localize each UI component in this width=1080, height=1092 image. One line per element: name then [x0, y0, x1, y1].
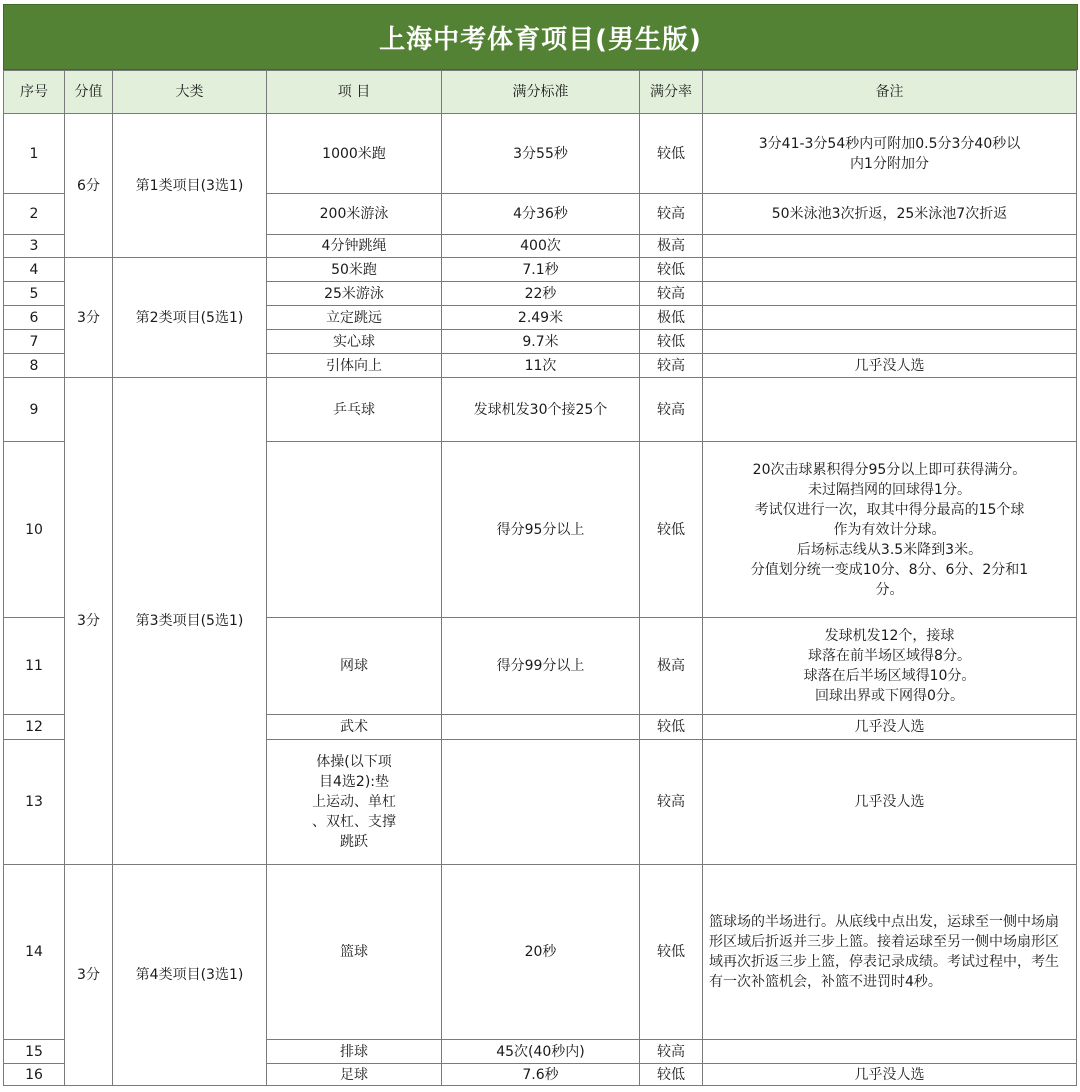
full-score-standard — [442, 715, 640, 740]
full-score-standard: 7.6秒 — [442, 1064, 640, 1086]
full-score-rate: 较低 — [640, 258, 703, 282]
full-score-standard: 2.49米 — [442, 306, 640, 330]
table-row — [4, 258, 1077, 282]
full-score-standard: 11次 — [442, 354, 640, 378]
group-score: 6分 — [65, 114, 113, 258]
remark: 几乎没人选 — [703, 1064, 1077, 1086]
item-name: 乒乓球 — [267, 378, 442, 442]
table-row — [4, 114, 1077, 194]
item-name: 足球 — [267, 1064, 442, 1086]
full-score-rate: 极高 — [640, 618, 703, 715]
table-row — [4, 865, 1077, 1040]
row-number: 12 — [4, 715, 65, 740]
group-category: 第4类项目(3选1) — [113, 865, 267, 1086]
group-score: 3分 — [65, 378, 113, 865]
full-score-standard: 得分99分以上 — [442, 618, 640, 715]
item-name: 50米跑 — [267, 258, 442, 282]
full-score-rate: 较高 — [640, 740, 703, 865]
item-name — [267, 442, 442, 618]
full-score-standard: 7.1秒 — [442, 258, 640, 282]
item-name: 体操(以下项 目4选2):垫 上运动、单杠 、双杠、支撑 跳跃 — [267, 740, 442, 865]
col-header-rate: 满分率 — [640, 71, 703, 114]
remark: 3分41-3分54秒内可附加0.5分3分40秒以 内1分附加分 — [703, 114, 1077, 194]
remark: 20次击球累积得分95分以上即可获得满分。 未过隔挡网的回球得1分。 考试仅进行一次，取其中得分最高的15个球 作为有效计分球。 后场标志线从3.5米降到3米。 分值划分统一变成10分、8分、6分、2分和1 分。 — [703, 442, 1077, 618]
item-name: 引体向上 — [267, 354, 442, 378]
item-name: 200米游泳 — [267, 194, 442, 235]
item-name: 4分钟跳绳 — [267, 235, 442, 258]
group-score: 3分 — [65, 258, 113, 378]
full-score-standard: 22秒 — [442, 282, 640, 306]
item-name: 武术 — [267, 715, 442, 740]
full-score-rate: 较高 — [640, 194, 703, 235]
full-score-standard: 20秒 — [442, 865, 640, 1040]
item-name: 立定跳远 — [267, 306, 442, 330]
full-score-rate: 较高 — [640, 1040, 703, 1064]
full-score-standard: 得分95分以上 — [442, 442, 640, 618]
row-number: 7 — [4, 330, 65, 354]
full-score-rate: 较高 — [640, 354, 703, 378]
remark — [703, 306, 1077, 330]
item-name: 排球 — [267, 1040, 442, 1064]
remark — [703, 235, 1077, 258]
col-header-standard: 满分标准 — [442, 71, 640, 114]
remark: 几乎没人选 — [703, 715, 1077, 740]
table-header-row — [4, 71, 1077, 114]
row-number: 8 — [4, 354, 65, 378]
remark — [703, 378, 1077, 442]
full-score-rate: 较低 — [640, 865, 703, 1040]
full-score-rate: 较低 — [640, 715, 703, 740]
remark — [703, 282, 1077, 306]
remark: 篮球场的半场进行。从底线中点出发，运球至一侧中场扇形区域后折返并三步上篮。接着运球至另一侧中场扇形区域再次折返三步上篮，停表记录成绩。考试过程中，考生有一次补篮机会，补篮不进罚时4秒。 — [703, 865, 1077, 1040]
sports-items-table — [3, 70, 1077, 1086]
item-name: 网球 — [267, 618, 442, 715]
row-number: 9 — [4, 378, 65, 442]
remark: 发球机发12个，接球 球落在前半场区域得8分。 球落在后半场区域得10分。 回球出界或下网得0分。 — [703, 618, 1077, 715]
row-number: 1 — [4, 114, 65, 194]
row-number: 13 — [4, 740, 65, 865]
table-row — [4, 378, 1077, 442]
full-score-standard: 发球机发30个接25个 — [442, 378, 640, 442]
full-score-standard — [442, 740, 640, 865]
group-category: 第3类项目(5选1) — [113, 378, 267, 865]
group-score: 3分 — [65, 865, 113, 1086]
col-header-score: 分值 — [65, 71, 113, 114]
remark: 几乎没人选 — [703, 740, 1077, 865]
full-score-rate: 较高 — [640, 282, 703, 306]
row-number: 10 — [4, 442, 65, 618]
group-category: 第2类项目(5选1) — [113, 258, 267, 378]
full-score-standard: 3分55秒 — [442, 114, 640, 194]
row-number: 14 — [4, 865, 65, 1040]
row-number: 2 — [4, 194, 65, 235]
item-name: 实心球 — [267, 330, 442, 354]
item-name: 1000米跑 — [267, 114, 442, 194]
full-score-rate: 较高 — [640, 378, 703, 442]
remark — [703, 330, 1077, 354]
full-score-standard: 9.7米 — [442, 330, 640, 354]
full-score-standard: 4分36秒 — [442, 194, 640, 235]
row-number: 5 — [4, 282, 65, 306]
full-score-rate: 较低 — [640, 1064, 703, 1086]
full-score-rate: 极高 — [640, 235, 703, 258]
full-score-rate: 较低 — [640, 442, 703, 618]
col-header-category: 大类 — [113, 71, 267, 114]
page-title: 上海中考体育项目(男生版) — [3, 4, 1078, 70]
remark: 50米泳池3次折返，25米泳池7次折返 — [703, 194, 1077, 235]
item-name: 25米游泳 — [267, 282, 442, 306]
col-header-no: 序号 — [4, 71, 65, 114]
row-number: 6 — [4, 306, 65, 330]
remark: 几乎没人选 — [703, 354, 1077, 378]
full-score-rate: 极低 — [640, 306, 703, 330]
col-header-item: 项 目 — [267, 71, 442, 114]
remark — [703, 1040, 1077, 1064]
full-score-standard: 400次 — [442, 235, 640, 258]
full-score-rate: 较低 — [640, 330, 703, 354]
row-number: 11 — [4, 618, 65, 715]
full-score-standard: 45次(40秒内) — [442, 1040, 640, 1064]
row-number: 4 — [4, 258, 65, 282]
group-category: 第1类项目(3选1) — [113, 114, 267, 258]
remark — [703, 258, 1077, 282]
row-number: 16 — [4, 1064, 65, 1086]
col-header-note: 备注 — [703, 71, 1077, 114]
item-name: 篮球 — [267, 865, 442, 1040]
full-score-rate: 较低 — [640, 114, 703, 194]
row-number: 15 — [4, 1040, 65, 1064]
row-number: 3 — [4, 235, 65, 258]
